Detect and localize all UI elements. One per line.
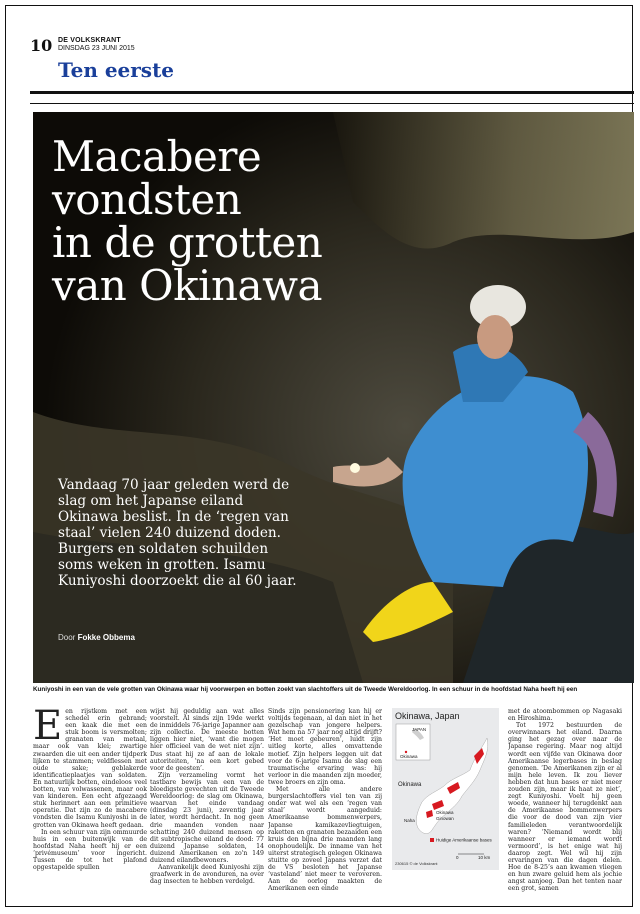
column-1-paragraph-1: Een rijstkom met een schedel erin gebrand; een kaak die met een stuk boom is versmolten; granaten van metaal, maar ook van klei; zwartige zwaarden die uit een ander tijdperk lijken te stammen; veldflessen met oude sake; geblakerde identificatieplaatjes van soldaten. En natuurlijk botten, eindeloos veel botten, van volwassenen, maar ook van kinderen. Een echt afgezaagd stuk herinnert aan een primitieve operatie. Dat zijn zo de macabere vondsten die Isamu Kuniyoshi in de grotten van Okinawa heeft gedaan. bbox=[33, 708, 147, 829]
byline bbox=[58, 633, 135, 642]
photo-caption: Kuniyoshi in een van de vele grotten van Okinawa waar hij voorwerpen en botten zoekt van slachtoffers uit de Tweede Wereldoorlog. In een schuur in de hoofdstad Naha heeft hij een bbox=[33, 686, 578, 693]
article-column-3 bbox=[268, 708, 382, 892]
top-rule-thin bbox=[30, 103, 634, 104]
column-3-paragraph-2: Met alle andere burgerslachtoffers viel ten van zij onder wat wel als een ‘regen van staal’ wordt aangeduid: Amerikaanse bommenwerpers, Japanse kamikazevliegtuigen, raketten en granaten bezaaiden een kruis den bijna drie maanden lang onophoudelijk. De inname van het uiterst strategisch gelegen Okinawa stuitte op zoveel Japans verzet dat de VS besloten het Japanse ‘vasteland’ niet meer te veroveren. Aan de oorlog maakten de Amerikanen een einde bbox=[268, 786, 382, 893]
map-label-okinawa: Okinawa bbox=[398, 782, 422, 788]
top-rule bbox=[30, 91, 634, 94]
map-label-okinawa-inset: Okinawa bbox=[400, 754, 418, 759]
column-2-paragraph-3: Aanvankelijk deed Kuniyoshi zijn graafwerk in de avonduren, na over dag insecten te hebben verdelgd. bbox=[150, 864, 264, 886]
byline-prefix: Door bbox=[58, 633, 76, 642]
map-label-place-2: Ginowan bbox=[436, 816, 454, 821]
legend-label: Huidige Amerikaanse bases bbox=[436, 837, 492, 843]
map-label-place-1: Okinawa bbox=[436, 810, 454, 815]
article-intro: Vandaag 70 jaar geleden werd de slag om het Japanse eiland Okinawa beslist. In de ‘regen van staal’ vielen 240 duizend doden. Burgers en soldaten schuilden soms weken in grotten. Isamu Kuniyoshi doorzoekt die al 60 jaar. bbox=[58, 477, 297, 589]
map-label-naha: Naha bbox=[404, 818, 415, 823]
page-number: 10 bbox=[30, 36, 53, 55]
scale-zero: 0 bbox=[456, 855, 459, 860]
map-title: Okinawa, Japan bbox=[395, 711, 460, 721]
column-4-paragraph-2: Tot 1972 bestuurden de overwinnaars het eiland. Daarna ging het gezag over naar de Japanse regering. Maar nog altijd wordt een vijfde van Okinawa door Amerikaanse legerbases in beslag genomen. ‘De Amerikanen zijn er al mijn hele leven. Ik zou liever hebben dat hun bases er niet meer zouden zijn, maar ik haat ze niet’, zegt Kuniyoshi. Voelt hij geen woede, wanneer hij terugdenkt aan de Amerikaanse bommenwerpers die voor de dood van zijn vier familieleden verantwoordelijk waren? ‘Niemand wordt blij wanneer er iemand wordt vermoord’, is het enige wat hij daarop zegt. Wel wil hij zijn ervaringen van die dagen delen. Hoe de 8-25’s aan kwamen vliegen en hun zware geluid hem als jochie angst aanjoeg. Dan het tenten naar een grot, samen bbox=[508, 722, 622, 893]
article-headline: Macabere vondsten in de grotten van Okinawa bbox=[52, 132, 323, 310]
map-label-japan: JAPAN bbox=[412, 727, 427, 732]
column-3-paragraph-1: Sinds zijn pensionering kan hij er voltijds tegenaan, al dan niet in het gezelschap van jongere helpers. Wat hem na 57 jaar nog altijd drijft? ‘Het moet gebeuren’, luidt zijn uitleg korte, alles omvattende motief. Zijn helpers leggen uit dat voor de 6-jarige Isamu de slag een traumatische ervaring was: hij verloor in die maanden zijn moeder, twee broers en zijn oma. bbox=[268, 708, 382, 786]
article-column-1 bbox=[33, 708, 147, 871]
legend-swatch bbox=[430, 838, 434, 842]
column-4-paragraph-1: met de atoombommen op Nagasaki en Hiroshima. bbox=[508, 708, 622, 723]
newspaper-name: DE VOLKSKRANT bbox=[58, 37, 121, 44]
column-2-paragraph-2: Zijn verzameling vormt het tastbare bewijs van een van de bloedigste gevechten uit de Tweede Wereldoorlog: de slag om Okinawa, waarvan het einde vandaag (dinsdag 23 juni), zeventig jaar later, wordt herdacht. In nog geen drie maanden vonden naar schatting 240 duizend mensen op dit subtropische eiland de dood: 77 duizend Japanse soldaten, 14 duizend Amerikanen en zo'n 149 duizend eilandbewoners. bbox=[150, 771, 264, 864]
map-credit: 230615 © de Volkskrant bbox=[395, 861, 438, 866]
okinawa-map bbox=[392, 708, 499, 870]
scale-label: 10 km bbox=[478, 855, 491, 860]
article-column-4 bbox=[508, 708, 622, 892]
article-column-2 bbox=[150, 708, 264, 885]
column-1-paragraph-2: In een schuur van zijn ommuurde huis in een buitenwijk van de hoofdstad Naha heeft hij er een ‘privémuseum’ voor ingericht. Tussen de tot het plafond opgestapelde spullen bbox=[33, 828, 147, 872]
column-2-paragraph-1: wijst hij geduldig aan wat alles voorstelt. Al sinds zijn 19de werkt de inmiddels 76-jarige Japanner aan zijn collectie. De meeste botten liggen hier niet, ‘want die mogen hier officieel van de wet niet zijn’. Dus staat hij ze af aan de lokale autoriteiten, ‘na een kort gebed voor de geesten’. bbox=[150, 708, 264, 772]
issue-date: DINSDAG 23 JUNI 2015 bbox=[58, 45, 135, 52]
section-title: Ten eerste bbox=[58, 58, 175, 82]
drop-cap: E bbox=[33, 708, 63, 749]
byline-author: Fokke Obbema bbox=[77, 633, 135, 642]
